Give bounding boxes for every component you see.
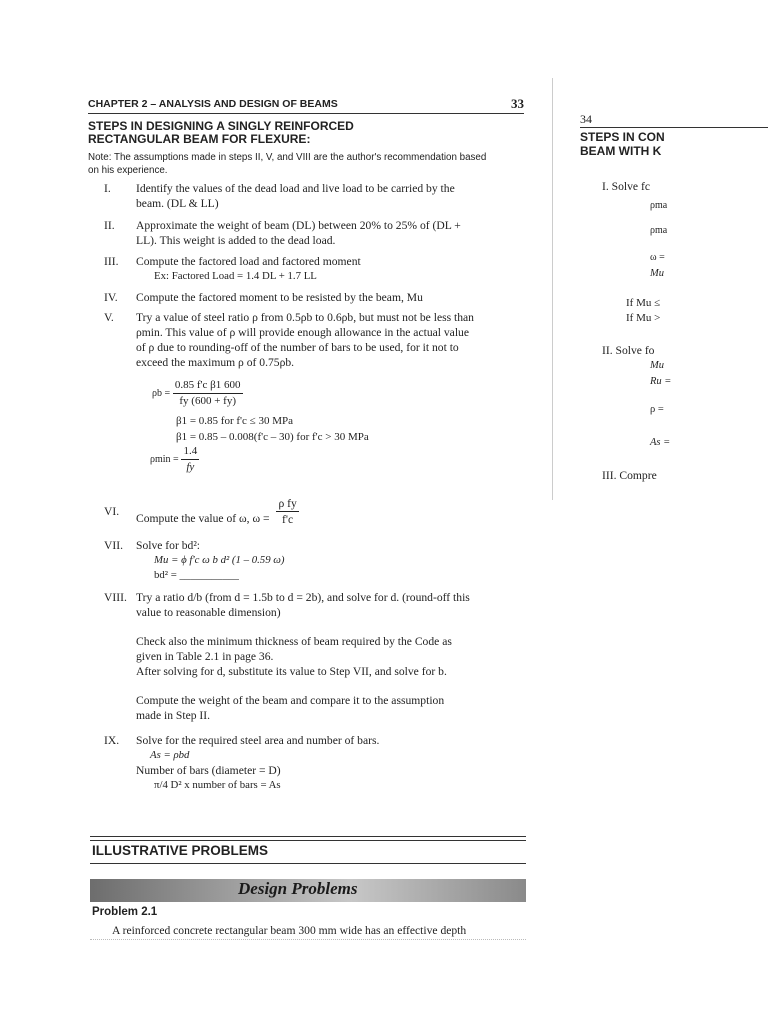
numerator: ρ fy	[278, 497, 297, 510]
step-text: Ru =	[650, 376, 672, 387]
step-number: II.	[104, 219, 115, 232]
fraction	[181, 444, 199, 475]
equation-lhs: ρmin =	[150, 454, 179, 466]
denominator: fy	[186, 461, 195, 473]
chapter-title: CHAPTER 2 – ANALYSIS AND DESIGN OF BEAMS	[88, 98, 338, 110]
step-text: If Mu >	[626, 312, 661, 324]
right-page	[556, 92, 768, 512]
step-text: II. Solve fo	[602, 344, 655, 357]
page-number: 34	[580, 112, 592, 126]
step-text: of ρ due to rounding-off of the number of bars to be used, for it not to	[136, 341, 459, 354]
rule-bottom	[90, 863, 526, 864]
equation-beta2: β1 = 0.85 – 0.008(f'c – 30) for f'c > 30 MPa	[176, 431, 369, 443]
step-text: bd² = ___________	[154, 569, 239, 581]
rule-top	[90, 836, 526, 837]
equation-lhs: ρb =	[152, 388, 171, 400]
denominator: fy (600 + fy)	[179, 395, 236, 407]
step-text: ρma	[650, 225, 668, 236]
step-number: VIII.	[104, 591, 127, 604]
step-text: Identify the values of the dead load and live load to be carried by the	[136, 182, 455, 195]
step-text: I. Solve fc	[602, 180, 650, 193]
step-text: Mu	[650, 360, 664, 371]
step-text: Try a ratio d/b (from d = 1.5b to d = 2b), and solve for d. (round-off this	[136, 591, 470, 604]
step-text: Mu	[650, 268, 664, 279]
step-text: ρmin. This value of ρ will provide enough allowance in the actual value	[136, 326, 469, 339]
problem-text: A reinforced concrete rectangular beam 300 mm wide has an effective depth	[112, 924, 467, 937]
step-text: After solving for d, substitute its value to Step VII, and solve for b.	[136, 665, 447, 678]
banner-text: Design Problems	[238, 879, 358, 898]
step-text: LL). This weight is added to the dead load.	[136, 234, 336, 247]
section-title-line2: RECTANGULAR BEAM FOR FLEXURE:	[88, 132, 311, 146]
step-text: made in Step II.	[136, 709, 211, 722]
step-text: exceed the maximum ρ of 0.75ρb.	[136, 356, 295, 369]
step-text: As =	[650, 437, 671, 448]
design-problems-banner	[90, 879, 526, 902]
step-number: I.	[104, 182, 111, 195]
section-title-line1: STEPS IN CON	[580, 130, 665, 144]
step-number: IX.	[104, 734, 120, 747]
step-text: beam. (DL & LL)	[136, 197, 219, 210]
note-line2: on his experience.	[88, 165, 168, 176]
denominator: f'c	[282, 513, 294, 526]
header-rule	[88, 113, 524, 114]
step-text: Solve for bd²:	[136, 539, 201, 552]
step-text: Compute the factored moment to be resisted by the beam, Mu	[136, 291, 423, 304]
step-text: Compute the factored load and factored moment	[136, 255, 361, 268]
problem-title: Problem 2.1	[92, 906, 158, 918]
note	[88, 151, 524, 177]
rule-top-2	[90, 840, 526, 841]
chapter-header	[88, 98, 524, 114]
fraction	[276, 496, 298, 527]
step-text: Check also the minimum thickness of beam required by the Code as	[136, 635, 452, 648]
section-title	[88, 120, 354, 146]
step-text: Solve for the required steel area and number of bars.	[136, 734, 380, 747]
page-number: 33	[511, 96, 524, 111]
page-divider	[552, 78, 553, 500]
step-text: Compute the value of ω, ω =	[136, 512, 270, 526]
step-text: Compute the weight of the beam and compare it to the assumption	[136, 694, 445, 707]
step-text: Approximate the weight of beam (DL) between 20% to 25% of (DL +	[136, 219, 461, 232]
section-title-line1: STEPS IN DESIGNING A SINGLY REINFORCED	[88, 119, 354, 133]
step-text: Mu = ϕ f'c ω b d² (1 – 0.59 ω)	[154, 554, 285, 566]
step-text: Number of bars (diameter = D)	[136, 764, 281, 777]
step-number: VI.	[104, 505, 120, 518]
step-text: III. Compre	[602, 469, 657, 482]
step-text: Ex: Factored Load = 1.4 DL + 1.7 LL	[154, 270, 317, 282]
step-text: given in Table 2.1 in page 36.	[136, 650, 274, 663]
numerator: 1.4	[181, 444, 199, 460]
numerator: 0.85 f'c β1 600	[173, 378, 243, 394]
note-line1: Note: The assumptions made in steps II, V, and VIII are the author's recommendation based	[88, 152, 487, 163]
fraction	[173, 378, 243, 409]
equation-rho-min	[150, 444, 199, 475]
step-text: If Mu ≤	[626, 297, 661, 309]
step-text: ρma	[650, 200, 668, 211]
step-number: III.	[104, 255, 119, 268]
step-text: ω =	[650, 252, 665, 263]
step-text: value to reasonable dimension)	[136, 606, 281, 619]
section-title-line2: BEAM WITH K	[580, 144, 662, 158]
step-text: Try a value of steel ratio ρ from 0.5ρb to 0.6ρb, but must not be less than	[136, 311, 474, 324]
equation-rho-b	[152, 378, 243, 409]
illustrative-heading: ILLUSTRATIVE PROBLEMS	[92, 843, 269, 858]
header-rule	[580, 127, 768, 128]
cut-off-line	[90, 939, 526, 948]
step-text: π/4 D² x number of bars = As	[154, 779, 281, 791]
equation-beta1: β1 = 0.85 for f'c ≤ 30 MPa	[176, 415, 293, 427]
step-number: VII.	[104, 539, 123, 552]
step-number: IV.	[104, 291, 118, 304]
step-number: V.	[104, 311, 114, 324]
step-text: ρ =	[650, 404, 664, 415]
left-page	[82, 92, 532, 952]
step-text: As = ρbd	[150, 749, 190, 761]
